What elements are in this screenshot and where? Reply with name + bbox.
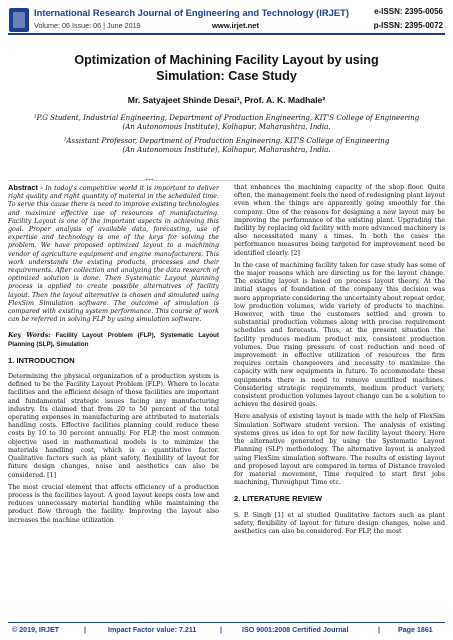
affiliation-1 bbox=[20, 113, 433, 132]
title-line-1: Optimization of Machining Facility Layout by using bbox=[74, 53, 379, 67]
affiliation-2 bbox=[20, 136, 433, 155]
eissn: e-ISSN: 2395-0056 bbox=[374, 7, 443, 16]
paper-authors: Mr. Satyajeet Shinde Desai¹, Prof. A. K. Madhale² bbox=[127, 95, 326, 105]
irjet-logo-icon bbox=[9, 8, 29, 32]
left-column bbox=[8, 184, 219, 529]
journal-website-link[interactable]: www.irjet.net bbox=[212, 21, 259, 30]
keywords bbox=[8, 332, 219, 348]
body-paragraph-2: In the case of machining facility taken for case study has some of the major reasons which are directing us for the layout change. The existing layout is based on process layout theory. At the initial stages of foundation of the company this decision was more appropriate considering the uncertainty about repeat order, low production volumes, wide variety of products to machine. However, with time the customers settled and grown to substantial production volumes along with precise requirement schedules and forecasts. Thus, at the present situation the facility produces medium product mix, consistent production volumes. Due rising pressure of cost reduction and need of improvement in effective utilization of resources the firm requires certain changeovers and necessity to maximize the capacity with new equipments in future. To accommodate these equipments there is need to remove unutilized machines. Considering strategic requirements, medium product variety, consistent production volumes layout change can be a solution to achieve the desired goals. bbox=[234, 261, 445, 409]
affiliation-1-line-2: (An Autonomous Institute), Kolhapur, Maharashtra, India. bbox=[122, 122, 331, 132]
footer-impact-factor: Impact Factor value: 7.211 bbox=[108, 626, 197, 634]
header-rule bbox=[8, 33, 445, 35]
footer-iso: ISO 9001:2008 Certified Journal bbox=[242, 626, 349, 634]
journal-name: International Research Journal of Engineering and Technology (IRJET) bbox=[34, 7, 349, 18]
intro-paragraph-1: Determining the physical organization of a production system is defined to be the Facility Layout Problem (FLP). Where to locate facilities and the efficient design of those facilities are important and fundamental strategic issues facing any manufacturing industry. Its claimed that from 20 to 50 percent of the total operating expenses in manufacturing are attributed to materials handling costs. Effective facilities planning could reduce these costs by 10 to 30 percent annually. For FLP, the most common objective used in mathematical models is to minimize the materials handling cost, which is a quantitative factor. Qualitative factors such as plant safety, flexibility of layout for future design changes, noise and aesthetics can also be considered. [1] bbox=[8, 373, 219, 479]
paper-title bbox=[20, 52, 433, 84]
footer-rule bbox=[8, 622, 445, 623]
keywords-label: Key Words: bbox=[8, 332, 51, 340]
section-heading-introduction: 1. INTRODUCTION bbox=[8, 355, 75, 365]
affiliation-2-line-2: (An Autonomous Institute), Kolhapur, Maharashtra, India. bbox=[122, 145, 331, 155]
keywords-text: Facility Layout Problem (FLP), Systematic Layout Planning (SLP), Simulation bbox=[8, 332, 219, 348]
affiliation-2-line-1: ²Assistant Professor, Department of Production Engineering, KIT'S College of Engineering bbox=[63, 136, 390, 145]
body-paragraph-1: that enhances the machining capacity of the shop floor. Quite often, the management feels the need of redesigning plant layout even when the things are apparently going smoothly for the company. One of the reasons for designing a new layout may be improving the performance of the existing plant. Upgrading the facility by replacing old facility with more advanced machinery is also necessitated many a times. In both the cases the performance measures being targeted for improvement need be identified clearly. [2] bbox=[234, 184, 445, 257]
section-separator: ---------------------------------------------------------------------***--------------------------------------------------------------------- bbox=[8, 178, 291, 184]
abstract-label: Abstract - bbox=[8, 183, 43, 192]
section-heading-literature-review: 2. LITERATURE REVIEW bbox=[234, 494, 323, 504]
intro-paragraph-2: The most crucial element that affects efficiency of a production process is the facilities layout. A good layout keeps costs low and reduces unnecessary material handling while maintaining the product flow through the facility. Improving the layout also increases the machine utilization bbox=[8, 483, 219, 524]
volume-info: Volume: 06 Issue: 06 | June 2019 bbox=[34, 21, 141, 30]
abstract-text: In today's competitive world it is important to deliver right quality and right quantity of material in the scheduled time. To serve this cause there is need to improve existing technologies and maximize effective use of resources of manufacturing. Facility Layout is one of the important aspects in achieving this goal. Proper analysis of available data, forecasting, use of expertise and technology is one of the keys for solving the problem. We have proposed optimized layout to a machining vendor of agriculture equipment and engine manufacturers. This work understands the existing products, processes and their requirements. After collection and analyzing the data research of optimized solution is done. Then Systematic Layout planning process is applied to create possible alternatives of facility layout. Then the layout alternative is chosen and simulated using FlexSim Simulation software. The outcome of simulation is compared with existing system performance. This course of work can be referred in solving FLP by using simulation software. bbox=[8, 185, 219, 324]
footer-separator: | bbox=[220, 626, 222, 634]
footer-separator: | bbox=[84, 626, 86, 634]
title-line-2: Simulation: Case Study bbox=[156, 69, 297, 83]
affiliation-1-line-1: ¹P.G Student, Industrial Engineering, Department of Production Engineering, KIT'S College of Engineering bbox=[33, 113, 420, 122]
footer-page-number: Page 1861 bbox=[398, 626, 433, 634]
footer-copyright: © 2019, IRJET bbox=[12, 626, 60, 634]
pissn: p-ISSN: 2395-0072 bbox=[373, 21, 443, 30]
body-paragraph-3: Here analysis of existing layout is made with the help of FlexSim Simulation Software student version. The analysis of existing systems gives us idea to opt for new facility layout theory. Here the alternative generated by using the Systematic Layout Planning (SLP) methodology. The alternative layout is analyzed using FlexSim simulation software. The results of existing layout and proposed layout are compared in terms of Distance traveled for material movement, Time required to start first jobs machining, Throughput Time etc. bbox=[234, 413, 445, 487]
literature-paragraph-1: S. P. Singh [1] et al studied Qualitative factors such as plant safety, flexibility of layout for future design changes, noise and aesthetics can also be considered. For FLP, the most bbox=[234, 511, 445, 535]
abstract bbox=[8, 184, 219, 324]
footer-separator: | bbox=[378, 626, 380, 634]
journal-header bbox=[0, 0, 453, 47]
right-column bbox=[234, 184, 445, 540]
